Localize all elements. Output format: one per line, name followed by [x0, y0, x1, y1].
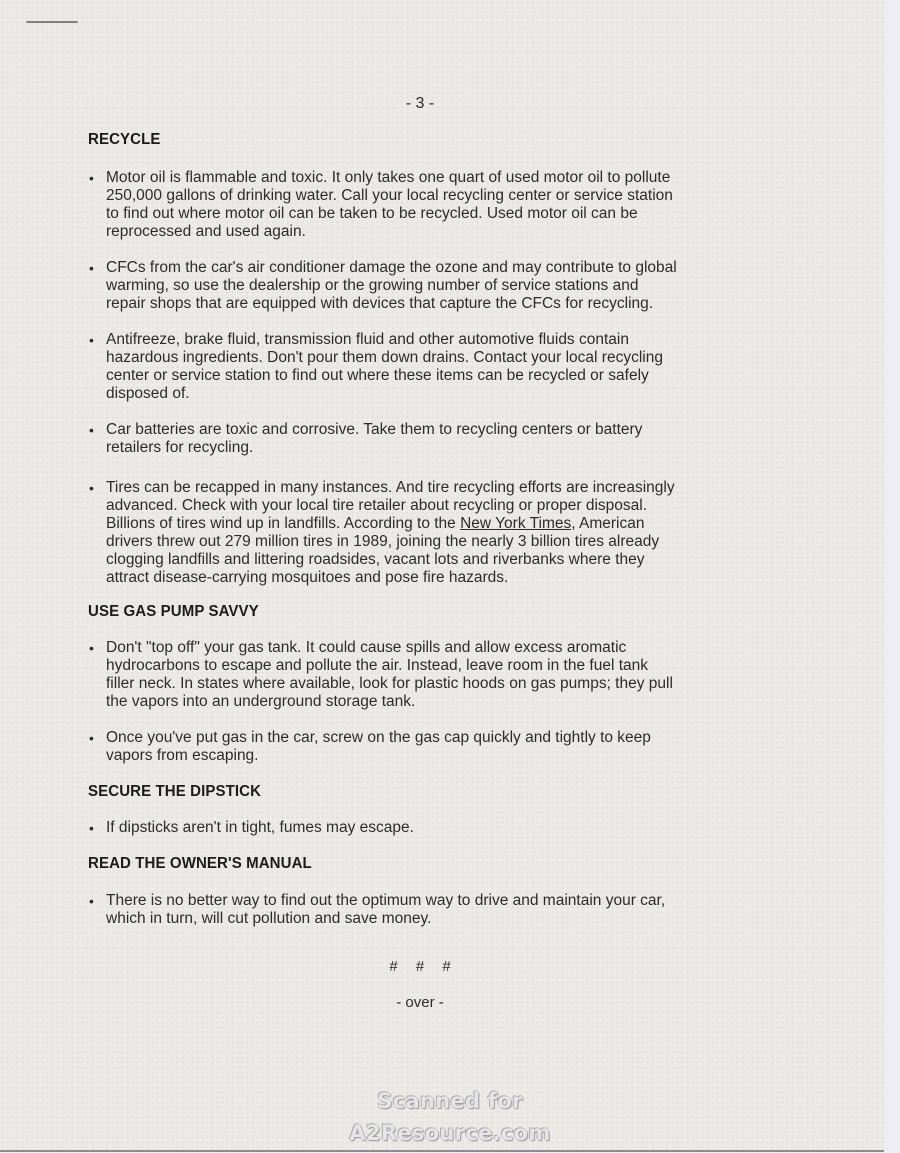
scan-mark — [26, 21, 78, 23]
bullet-icon: • — [89, 260, 94, 276]
section-heading: USE GAS PUMP SAVVY — [88, 603, 259, 620]
footer-over: - over - — [396, 994, 444, 1011]
section-heading: SECURE THE DIPSTICK — [88, 783, 262, 800]
bullet-icon: • — [89, 640, 94, 656]
bullet-icon: • — [89, 332, 94, 348]
section-owners-manual — [88, 853, 768, 928]
list-item: • Car batteries are toxic and corrosive. Take them to recycling centers or battery retailers for recycling. — [89, 421, 643, 456]
list-item: • Tires can be recapped in many instances. And tire recycling efforts are increasingly advanced. Check with your local tire retailer about recycling or proper disposal. Billions of tires wind up in landfills. According to the New York Times, American drivers threw out 279 million tires in 1989, joining the nearly 3 billion tires already clogging landfills and littering roadsides, vacant lots and riverbanks where they attract disease-carrying mosquitoes and pose fire hazards. — [89, 479, 675, 586]
bullet-icon: • — [89, 170, 94, 186]
list-item: • There is no better way to find out the optimum way to drive and maintain your car, which in turn, will cut pollution and save money. — [89, 892, 666, 927]
section-heading: RECYCLE — [88, 131, 161, 148]
end-marks: # # # — [389, 958, 451, 975]
page-number: - 3 - — [405, 95, 435, 112]
document-body — [88, 129, 768, 928]
bullet-icon: • — [89, 893, 94, 909]
list-item: • CFCs from the car's air conditioner damage the ozone and may contribute to global warming, so use the dealership or the growing number of service stations and repair shops that are equipped with devices that capture the CFCs for recycling. — [89, 259, 677, 312]
bullet-icon: • — [89, 730, 94, 746]
section-gas-pump — [88, 601, 768, 765]
section-dipstick — [88, 781, 768, 837]
list-item: • Once you've put gas in the car, screw on the gas cap quickly and tightly to keep vapors from escaping. — [89, 729, 651, 764]
list-item: • Don't "top off" your gas tank. It could cause spills and allow excess aromatic hydrocarbons to escape and pollute the air. Instead, leave room in the fuel tank filler neck. In states where available, look for plastic hoods on gas pumps; they pull the vapors into an underground storage tank. — [89, 639, 673, 710]
bullet-icon: • — [89, 422, 94, 438]
list-item: • Antifreeze, brake fluid, transmission fluid and other automotive fluids contain hazardous ingredients. Don't pour them down drains. Contact your local recycling center or service station to find out where these items can be recycled or safely disposed of. — [89, 331, 663, 402]
section-heading: READ THE OWNER'S MANUAL — [88, 855, 312, 872]
bullet-icon: • — [89, 480, 94, 496]
section-recycle — [88, 129, 768, 587]
list-item: • If dipsticks aren't in tight, fumes may escape. — [89, 819, 414, 836]
bullet-icon: • — [89, 820, 94, 836]
watermark-line-1: Scanned for — [377, 1089, 523, 1113]
list-item: • Motor oil is flammable and toxic. It only takes one quart of used motor oil to pollute 250,000 gallons of drinking water. Call your local recycling center or service station to find out where motor oil can be taken to be recycled. Used motor oil can be reprocessed and used again. — [89, 169, 673, 240]
citation-new-york-times: New York Times, — [460, 515, 576, 532]
watermark-line-2: A2Resource.com — [349, 1121, 551, 1145]
